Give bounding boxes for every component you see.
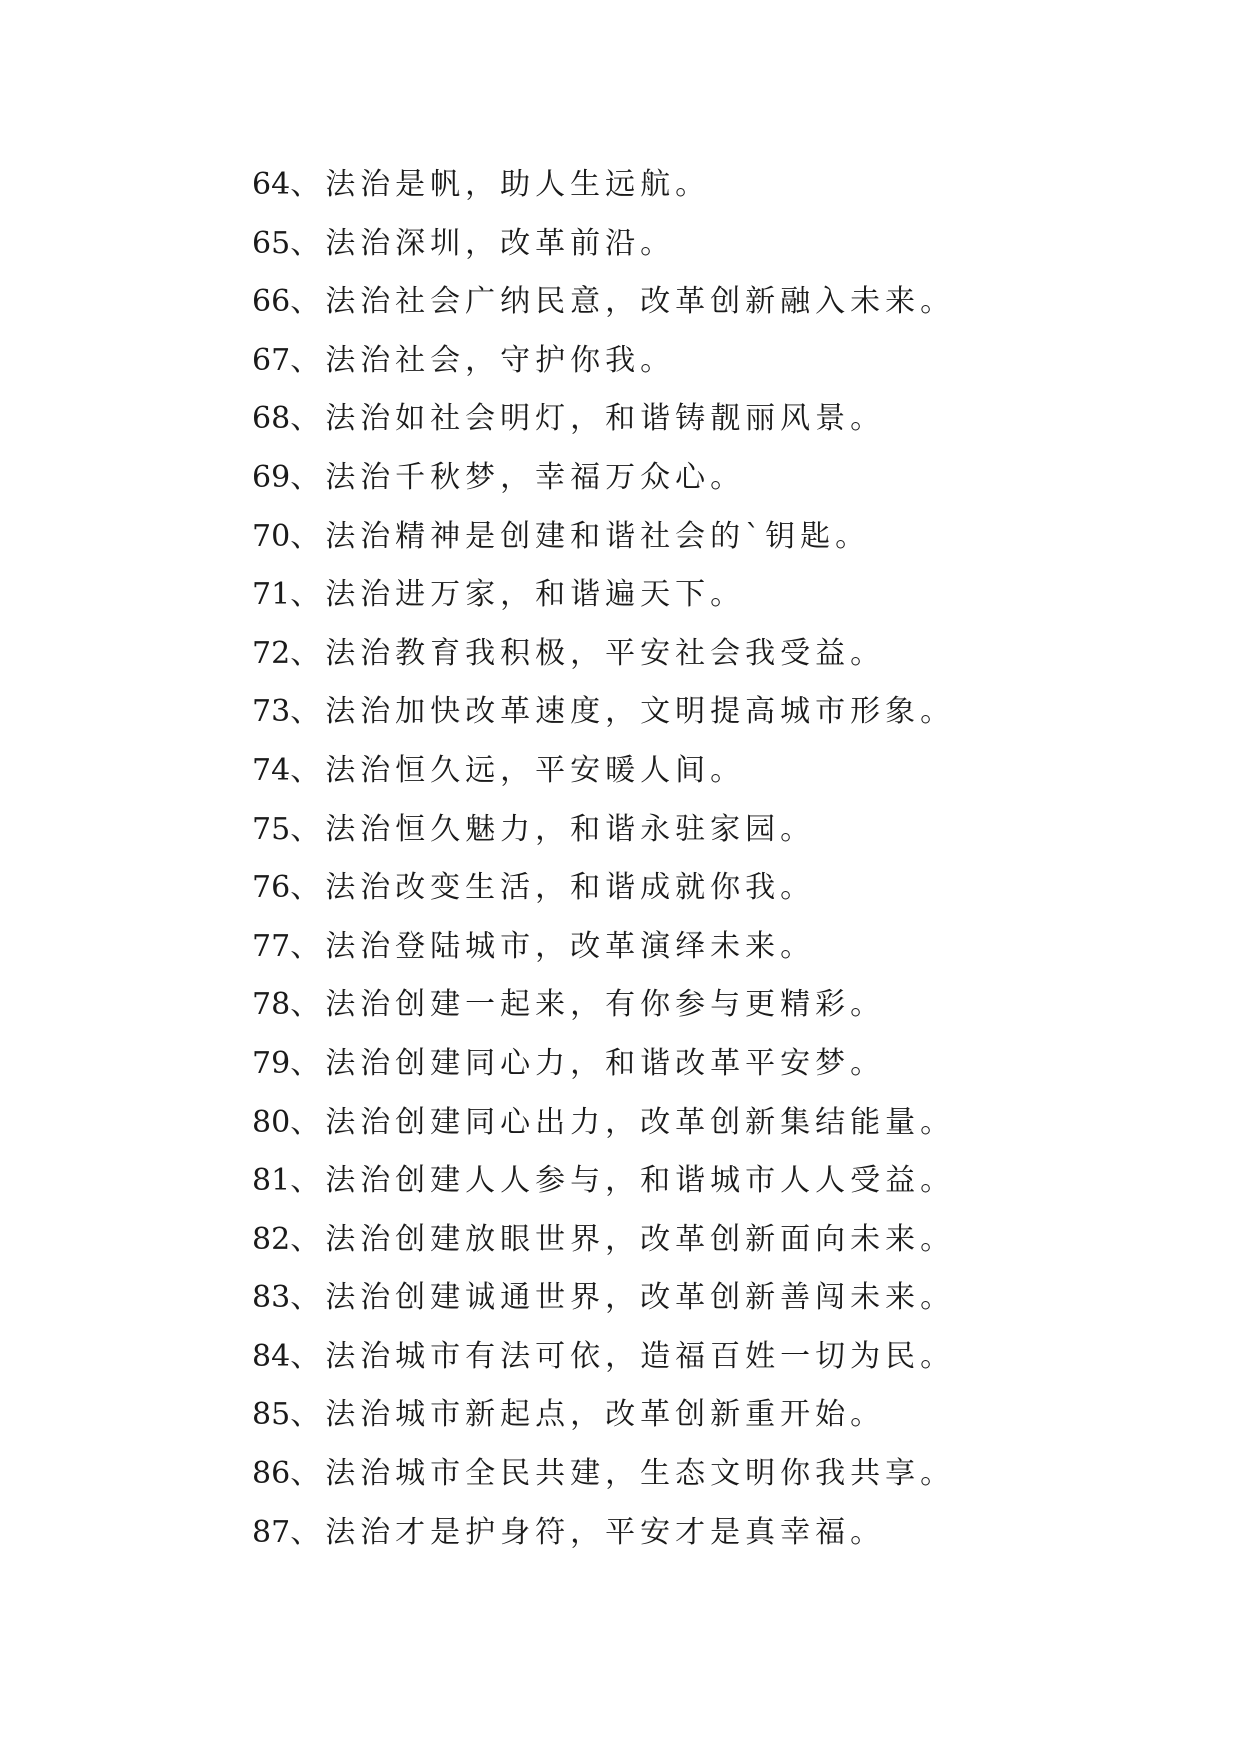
- item-separator: 、: [290, 928, 326, 964]
- item-number: 66: [252, 284, 291, 320]
- item-text: 法治恒久魅力，和谐永驻家园。: [325, 811, 816, 847]
- item-text: 法治创建一起来，有你参与更精彩。: [325, 987, 886, 1023]
- item-separator: 、: [290, 284, 326, 320]
- item-separator: 、: [290, 1514, 326, 1550]
- item-text: 法治教育我积极，平安社会我受益。: [325, 635, 886, 671]
- item-text: 法治恒久远，平安暖人间。: [325, 752, 746, 788]
- item-number: 75: [252, 811, 291, 847]
- item-separator: 、: [290, 518, 326, 554]
- item-separator: 、: [290, 1397, 326, 1433]
- item-separator: 、: [290, 401, 326, 437]
- item-text: 法治进万家，和谐遍天下。: [325, 577, 746, 613]
- item-separator: 、: [290, 752, 326, 788]
- item-text: 法治城市新起点，改革创新重开始。: [325, 1397, 886, 1433]
- list-item: [252, 508, 955, 567]
- item-number: 76: [252, 870, 291, 906]
- list-item: [252, 156, 955, 215]
- list-item: [252, 801, 955, 860]
- item-separator: 、: [290, 811, 326, 847]
- item-text: 法治创建同心出力，改革创新集结能量。: [325, 1104, 956, 1140]
- list-item: [252, 1094, 955, 1153]
- item-text: 法治才是护身符，平安才是真幸福。: [325, 1514, 886, 1550]
- item-text: 法治深圳，改革前沿。: [325, 225, 676, 261]
- item-separator: 、: [290, 870, 326, 906]
- item-separator: 、: [290, 459, 326, 495]
- item-number: 68: [252, 401, 291, 437]
- list-item: [252, 1386, 955, 1445]
- list-item: [252, 332, 955, 391]
- list-item: [252, 1035, 955, 1094]
- item-number: 80: [252, 1104, 291, 1140]
- list-item: [252, 859, 955, 918]
- item-number: 65: [252, 225, 291, 261]
- item-number: 85: [252, 1397, 291, 1433]
- list-item: [252, 390, 955, 449]
- item-separator: 、: [290, 342, 326, 378]
- item-text: 法治是帆，助人生远航。: [325, 167, 711, 202]
- list-item: [252, 1504, 955, 1563]
- item-number: 82: [252, 1221, 291, 1257]
- list-item: [252, 625, 955, 684]
- list-item: [252, 976, 955, 1035]
- item-text: 法治精神是创建和谐社会的`钥匙。: [325, 518, 871, 554]
- item-text: 法治城市有法可依，造福百姓一切为民。: [325, 1338, 956, 1374]
- item-separator: 、: [290, 167, 326, 202]
- item-separator: 、: [290, 1163, 326, 1199]
- item-number: 83: [252, 1280, 291, 1316]
- item-separator: 、: [290, 1104, 326, 1140]
- item-number: 74: [252, 752, 291, 788]
- list-item: [252, 449, 955, 508]
- item-separator: 、: [290, 1338, 326, 1374]
- item-separator: 、: [290, 1280, 326, 1316]
- item-text: 法治创建人人参与，和谐城市人人受益。: [325, 1163, 956, 1199]
- list-item: [252, 1211, 955, 1270]
- item-separator: 、: [290, 1221, 326, 1257]
- item-number: 78: [252, 987, 291, 1023]
- item-separator: 、: [290, 1456, 326, 1492]
- slogan-list: [252, 156, 955, 1562]
- list-item: [252, 742, 955, 801]
- list-item: [252, 1445, 955, 1504]
- list-item: [252, 566, 955, 625]
- item-separator: 、: [290, 225, 326, 261]
- item-number: 81: [252, 1163, 291, 1199]
- list-item: [252, 273, 955, 332]
- item-number: 84: [252, 1338, 291, 1374]
- item-number: 87: [252, 1514, 291, 1550]
- item-text: 法治创建诚通世界，改革创新善闯未来。: [325, 1280, 956, 1316]
- list-item: [252, 1328, 955, 1387]
- item-separator: 、: [290, 577, 326, 613]
- item-text: 法治社会广纳民意，改革创新融入未来。: [325, 284, 956, 320]
- item-text: 法治城市全民共建，生态文明你我共享。: [325, 1456, 956, 1492]
- item-number: 71: [252, 577, 291, 613]
- item-separator: 、: [290, 987, 326, 1023]
- item-separator: 、: [290, 635, 326, 671]
- item-text: 法治创建放眼世界，改革创新面向未来。: [325, 1221, 956, 1257]
- item-text: 法治登陆城市，改革演绎未来。: [325, 928, 816, 964]
- list-item: [252, 918, 955, 977]
- item-number: 73: [252, 694, 291, 730]
- item-text: 法治改变生活，和谐成就你我。: [325, 870, 816, 906]
- list-item: [252, 1269, 955, 1328]
- item-text: 法治加快改革速度，文明提高城市形象。: [325, 694, 956, 730]
- item-separator: 、: [290, 694, 326, 730]
- item-number: 69: [252, 459, 291, 495]
- list-item: [252, 1152, 955, 1211]
- item-text: 法治社会，守护你我。: [325, 342, 676, 378]
- item-text: 法治创建同心力，和谐改革平安梦。: [325, 1045, 886, 1081]
- item-number: 67: [252, 342, 291, 378]
- item-number: 77: [252, 928, 291, 964]
- list-item: [252, 683, 955, 742]
- item-number: 86: [252, 1456, 291, 1492]
- item-number: 72: [252, 635, 291, 671]
- item-number: 79: [252, 1045, 291, 1081]
- item-number: 64: [252, 167, 291, 202]
- item-text: 法治千秋梦，幸福万众心。: [325, 459, 746, 495]
- item-number: 70: [252, 518, 291, 554]
- item-separator: 、: [290, 1045, 326, 1081]
- list-item: [252, 215, 955, 274]
- item-text: 法治如社会明灯，和谐铸靓丽风景。: [325, 401, 886, 437]
